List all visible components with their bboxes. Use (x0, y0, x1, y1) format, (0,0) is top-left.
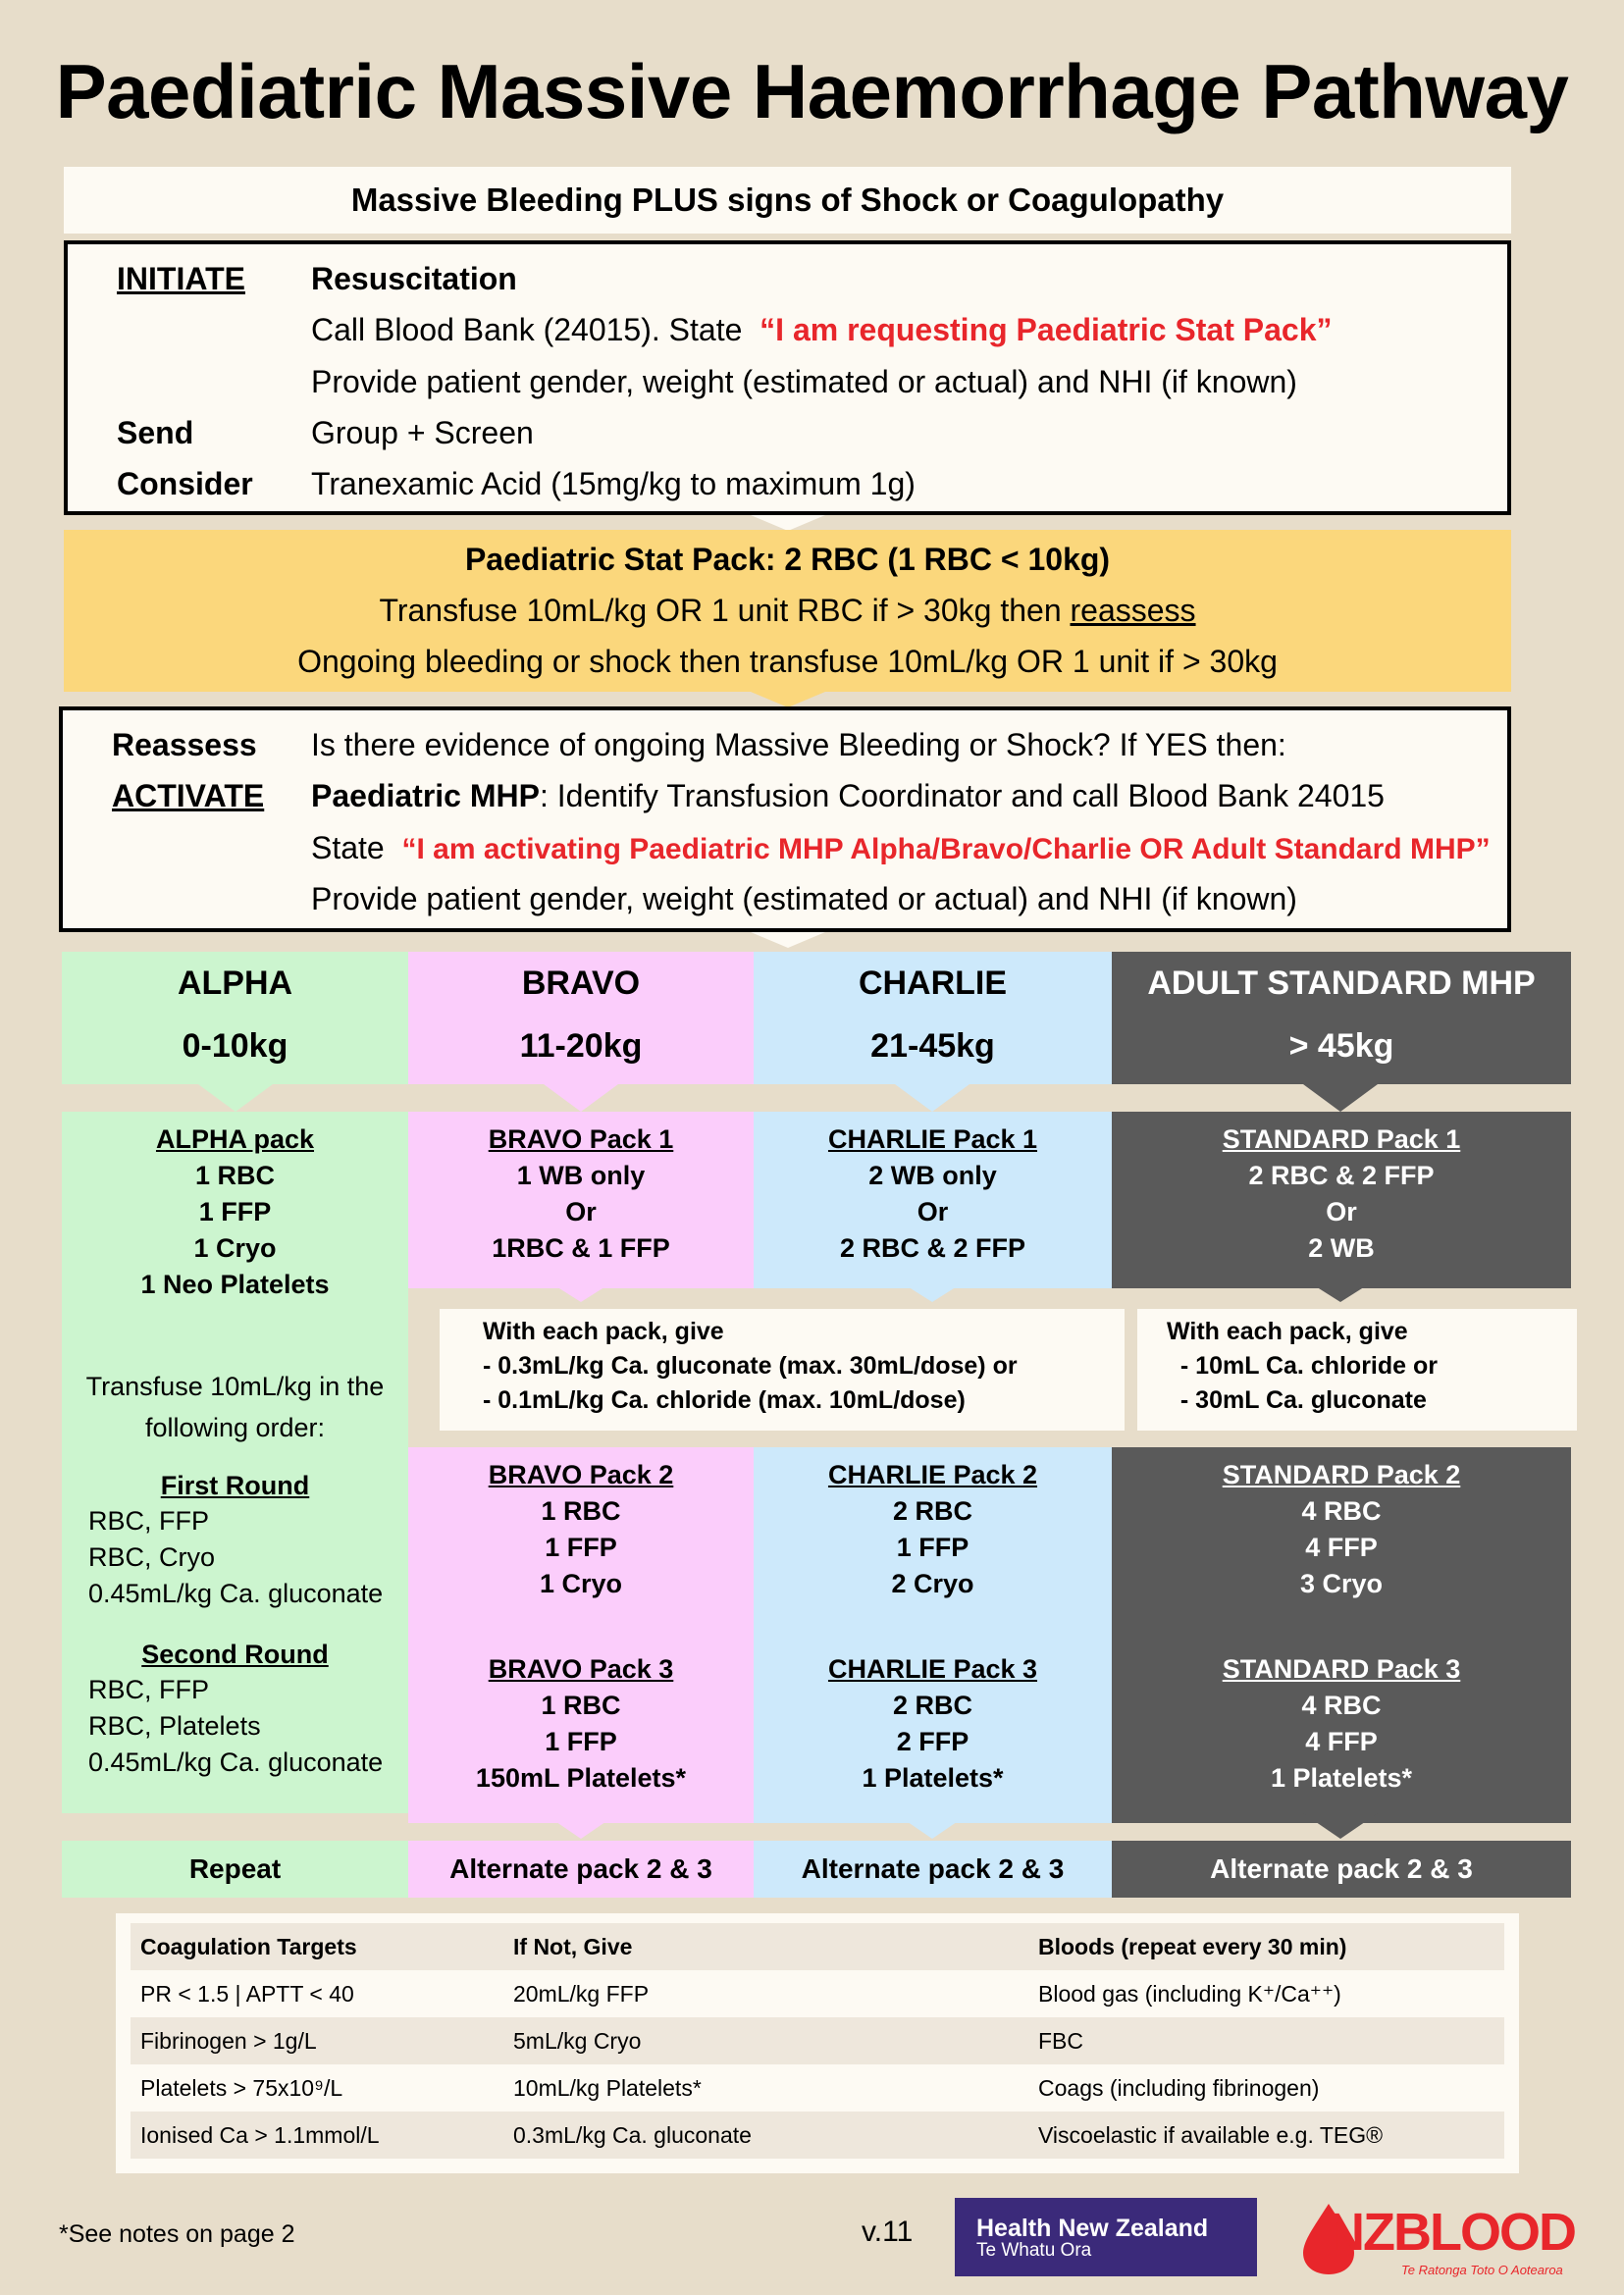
bravo-header: BRAVO 11-20kg (408, 952, 754, 1084)
table-header-row: Coagulation Targets If Not, Give Bloods (repeat every 30 min) (131, 1923, 1504, 1970)
call-blood-bank-text: Call Blood Bank (24015). State “I am requesting Paediatric Stat Pack” (311, 312, 1333, 347)
reassess-text: Is there evidence of ongoing Massive Bleeding or Shock? If YES then: (311, 727, 1286, 762)
alpha-first-round-list: RBC, FFP RBC, Cryo 0.45mL/kg Ca. gluconate (88, 1506, 384, 1608)
consider-text: Tranexamic Acid (15mg/kg to maximum 1g) (311, 466, 916, 501)
standard-pack-2: STANDARD Pack 2 4 RBC 4 FFP 3 Cryo (1112, 1447, 1571, 1651)
stat-pack-line3: Ongoing bleeding or shock then transfuse 10mL/kg OR 1 unit if > 30kg (297, 644, 1278, 679)
activation-quote: “I am activating Paediatric MHP Alpha/Bravo/Charlie OR Adult Standard MHP” (401, 833, 1491, 865)
coagulation-table (116, 1913, 1519, 2173)
arrow-down (1303, 1084, 1378, 1112)
alpha-pack-item: 1 Cryo (193, 1233, 277, 1263)
standard-header: ADULT STANDARD MHP > 45kg (1112, 952, 1571, 1084)
alpha-pack-item: 1 RBC (194, 1161, 275, 1190)
page-title: Paediatric Massive Haemorrhage Pathway (55, 48, 1569, 134)
footnote: *See notes on page 2 (59, 2220, 295, 2248)
arrow-down (1303, 1813, 1378, 1839)
stat-pack-line2: Transfuse 10mL/kg OR 1 unit RBC if > 30kg then reassess (379, 593, 1196, 628)
calcium-note-paediatric: With each pack, give - 0.3mL/kg Ca. gluconate (max. 30mL/dose) or - 0.1mL/kg Ca. chloride (max. 10mL/dose) (440, 1309, 1125, 1431)
arrow-down (751, 515, 825, 531)
version-label: v.11 (862, 2216, 914, 2248)
charlie-pack-2: CHARLIE Pack 2 2 RBC 1 FFP 2 Cryo (754, 1447, 1112, 1651)
bravo-pack-2: BRAVO Pack 2 1 RBC 1 FFP 1 Cryo (408, 1447, 754, 1651)
arrow-down (1303, 1278, 1378, 1302)
alpha-second-round-list: RBC, FFP RBC, Platelets 0.45mL/kg Ca. gluconate (88, 1675, 384, 1777)
alpha-pack (62, 1112, 408, 1303)
health-nz-logo: Health New Zealand Te Whatu Ora (955, 2198, 1257, 2276)
bravo-pack-1: BRAVO Pack 1 1 WB only Or 1RBC & 1 FFP (408, 1112, 754, 1288)
state-text: State “I am activating Paediatric MHP Alpha/Bravo/Charlie OR Adult Standard MHP” (311, 830, 1491, 865)
arrow-down (544, 1278, 618, 1302)
alpha-header: ALPHA 0-10kg (62, 952, 408, 1084)
alpha-transfuse-text: Transfuse 10mL/kg in the following order: (85, 1372, 385, 1442)
arrow-down (544, 1084, 618, 1112)
bravo-pack-3: BRAVO Pack 3 1 RBC 1 FFP 150mL Platelets* (408, 1642, 754, 1823)
activate-label: ACTIVATE (112, 778, 265, 813)
table-row: Platelets > 75x10⁹/L 10mL/kg Platelets* Coags (including fibrinogen) (140, 2074, 1320, 2101)
calcium-note-adult: With each pack, give - 10mL Ca. chloride or - 30mL Ca. gluconate (1137, 1309, 1577, 1431)
table-row: PR < 1.5 | APTT < 40 20mL/kg FFP Blood gas (including K⁺/Ca⁺⁺) (140, 1980, 1341, 2007)
send-text: Group + Screen (311, 415, 534, 450)
table-row: Ionised Ca > 1.1mmol/L 0.3mL/kg Ca. gluconate Viscoelastic if available e.g. TEG® (131, 2112, 1504, 2159)
table-row: Fibrinogen > 1g/L 5mL/kg Cryo FBC (131, 2017, 1504, 2064)
alpha-first-round-title: First Round (160, 1471, 310, 1500)
alpha-second-round-title: Second Round (141, 1640, 329, 1669)
consider-label: Consider (117, 466, 253, 501)
arrow-down (895, 1278, 969, 1302)
arrow-down (895, 1084, 969, 1112)
resuscitation-label: Resuscitation (311, 261, 517, 296)
provide-details-text: Provide patient gender, weight (estimated or actual) and NHI (if known) (311, 364, 1297, 399)
stat-pack-request-quote: “I am requesting Paediatric Stat Pack” (760, 312, 1333, 347)
standard-repeat: Alternate pack 2 & 3 (1112, 1841, 1571, 1898)
standard-pack-3: STANDARD Pack 3 4 RBC 4 FFP 1 Platelets* (1112, 1642, 1571, 1823)
alpha-pack-item: 1 Neo Platelets (140, 1270, 330, 1299)
arrow-down (751, 932, 825, 948)
charlie-pack-1: CHARLIE Pack 1 2 WB only Or 2 RBC & 2 FFP (754, 1112, 1112, 1288)
charlie-pack-3: CHARLIE Pack 3 2 RBC 2 FFP 1 Platelets* (754, 1642, 1112, 1823)
activate-box (59, 706, 1511, 932)
nzblood-logo: NZBLOOD Te Ratonga Toto O Aotearoa (1295, 2190, 1590, 2288)
initiate-box (64, 240, 1511, 515)
charlie-repeat: Alternate pack 2 & 3 (754, 1841, 1112, 1898)
arrow-down (544, 1813, 618, 1839)
subtitle-bar: Massive Bleeding PLUS signs of Shock or Coagulopathy (64, 167, 1511, 234)
stat-pack-bar (64, 530, 1511, 692)
charlie-header: CHARLIE 21-45kg (754, 952, 1112, 1084)
activate-provide-text: Provide patient gender, weight (estimated or actual) and NHI (if known) (311, 881, 1297, 916)
send-label: Send (117, 415, 194, 450)
reassess-label: Reassess (112, 727, 257, 762)
alpha-repeat: Repeat (62, 1841, 408, 1898)
standard-pack-1: STANDARD Pack 1 2 RBC & 2 FFP Or 2 WB (1112, 1112, 1571, 1288)
arrow-down (198, 1084, 273, 1112)
alpha-pack-item: 1 FFP (198, 1197, 272, 1226)
arrow-down (895, 1813, 969, 1839)
arrow-down (751, 692, 825, 707)
stat-pack-line1: Paediatric Stat Pack: 2 RBC (1 RBC < 10kg) (464, 542, 1111, 577)
alpha-pack-title: ALPHA pack (155, 1124, 315, 1154)
initiate-label: INITIATE (117, 261, 245, 296)
bravo-repeat: Alternate pack 2 & 3 (408, 1841, 754, 1898)
mhp-text: Paediatric MHP: Identify Transfusion Coordinator and call Blood Bank 24015 (311, 778, 1385, 813)
